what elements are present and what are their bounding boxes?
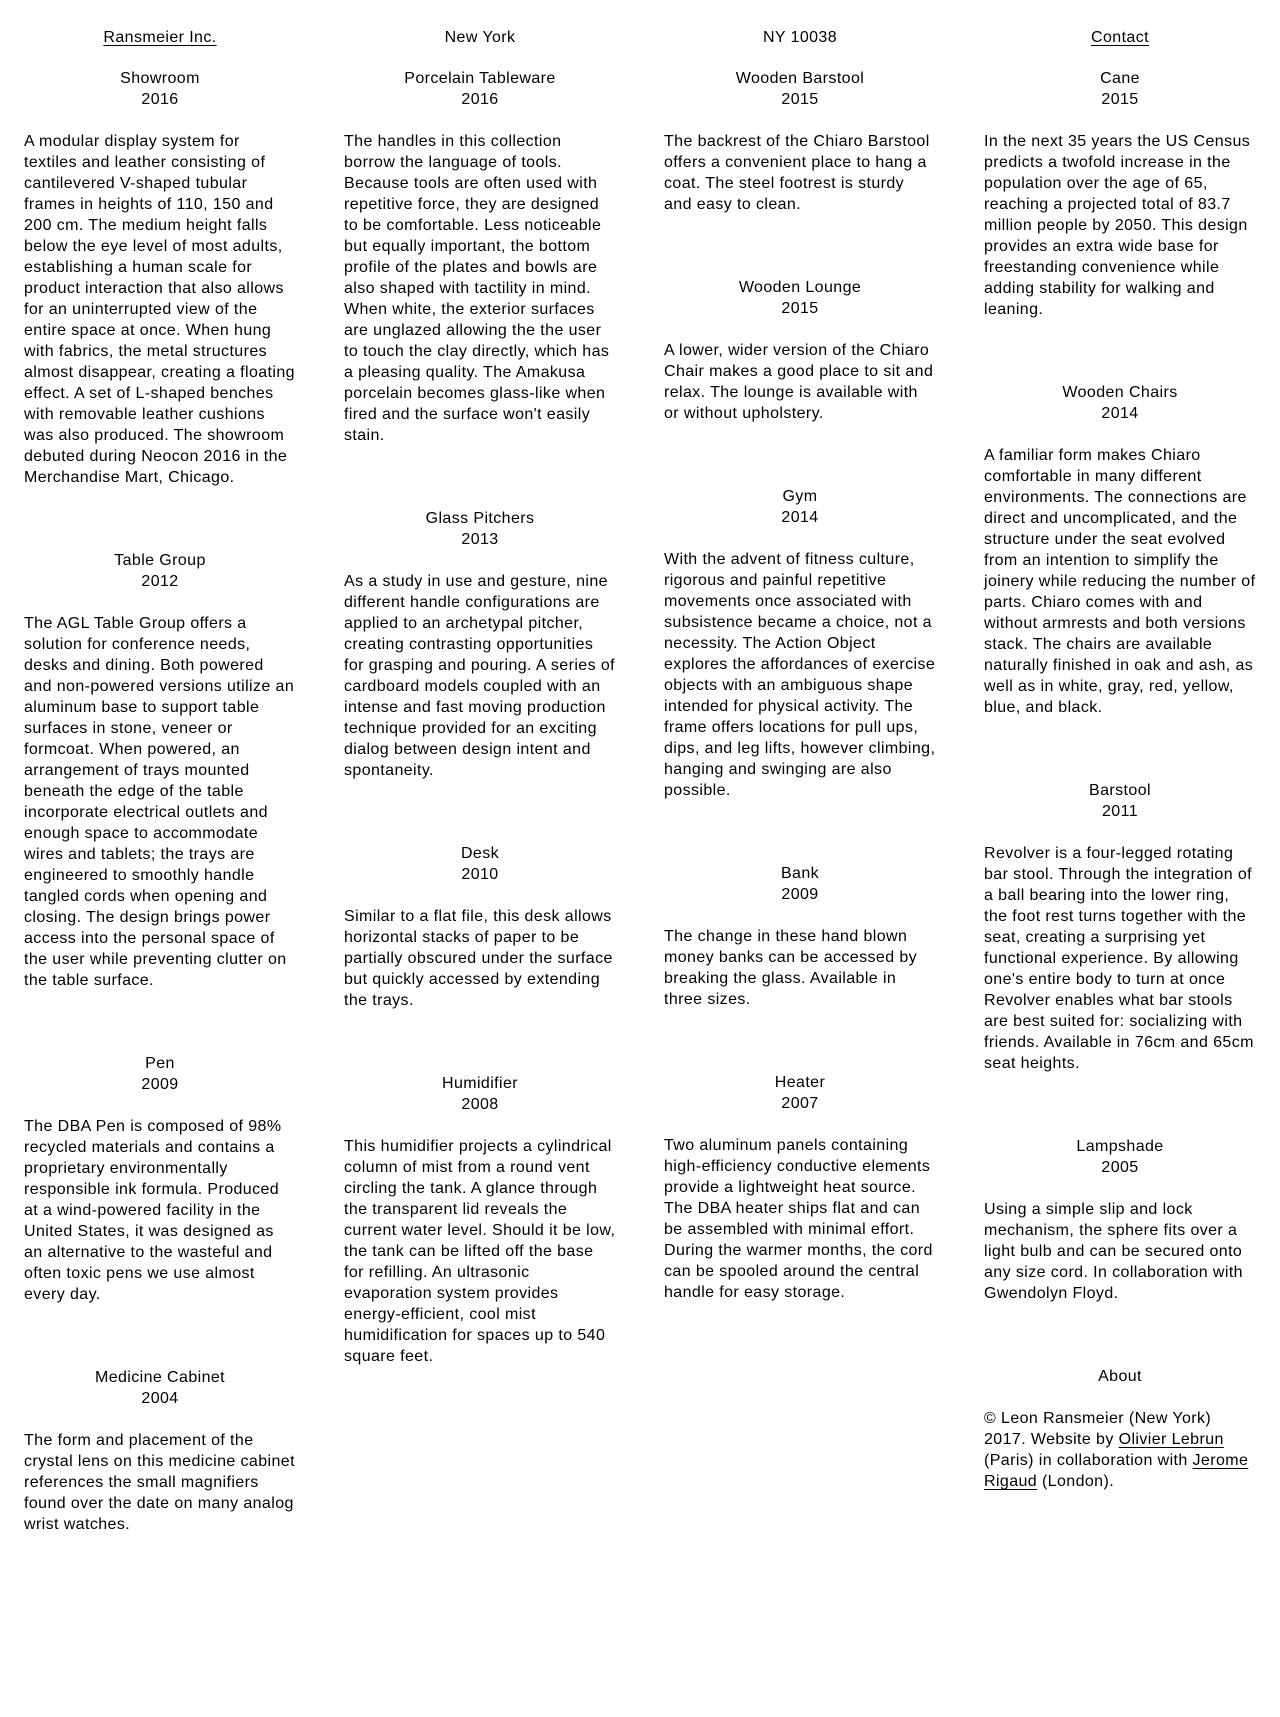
- project-title-pen[interactable]: [24, 1053, 296, 1095]
- about-text-part: (London).: [1037, 1473, 1115, 1490]
- project-description: A familiar form makes Chiaro comfortable in many different environments. The connections are direct and uncomplicated, and the structure under the seat evolved from an intention to simplify the joinery while reducing the number of parts. Chiaro comes with and without armrests and both versions stack. The chairs are available naturally finished in oak and ash, as well as in white, gray, red, yellow, blue, and black.: [984, 447, 1256, 716]
- about-heading[interactable]: About: [1098, 1368, 1142, 1385]
- project-description: Two aluminum panels containing high-efficiency conductive elements provide a lightweight heat source. The DBA heater ships flat and can be assembled with minimal effort. During the warmer months, the cord can be spooled around the central handle for easy storage.: [664, 1137, 933, 1301]
- column-3: [640, 68, 960, 1597]
- project-title-wooden-barstool[interactable]: [664, 68, 936, 110]
- project-title-label: Wooden Barstool: [735, 70, 865, 87]
- project-entry-wooden-barstool: [664, 68, 936, 215]
- project-year-label: 2009: [781, 886, 819, 903]
- project-description: This humidifier projects a cylindrical column of mist from a round vent circling the tank. A glance through the transparent lid reveals the current water level. Should it be low, the tank can be lifted off the base for refilling. An ultrasonic evaporation system provides energy-efficient, cool mist humidification for spaces up to 540 square feet.: [344, 1138, 616, 1365]
- project-title-label: Porcelain Tableware: [404, 70, 556, 87]
- project-year-label: 2016: [141, 91, 179, 108]
- project-title-wooden-lounge[interactable]: [664, 277, 936, 319]
- project-title-wooden-chairs[interactable]: [984, 382, 1256, 424]
- project-year-label: 2008: [461, 1096, 499, 1113]
- project-entry-glass-pitchers: [344, 508, 616, 781]
- project-title-lampshade[interactable]: [984, 1136, 1256, 1178]
- project-title-label: Bank: [780, 865, 820, 882]
- olivier-lebrun-link[interactable]: Olivier Lebrun: [1118, 1431, 1224, 1448]
- project-description: The form and placement of the crystal lens on this medicine cabinet references the small magnifiers found over the date on many analog wrist watches.: [24, 1432, 295, 1533]
- header-cell-city: [320, 27, 640, 48]
- project-entry-wooden-chairs: [984, 382, 1256, 718]
- project-title-heater[interactable]: [664, 1072, 936, 1114]
- project-year-label: 2005: [1101, 1159, 1139, 1176]
- project-year-label: 2007: [781, 1095, 819, 1112]
- header-city-label: New York: [444, 29, 516, 46]
- project-entry-medicine-cabinet: [24, 1367, 296, 1535]
- project-title-bank[interactable]: [664, 863, 936, 905]
- column-2: [320, 68, 640, 1597]
- project-year-label: 2015: [781, 91, 819, 108]
- project-title-label: Desk: [460, 845, 500, 862]
- header-cell-contact: [960, 27, 1280, 48]
- about-text-part: (Paris) in collaboration with: [984, 1452, 1193, 1469]
- project-description: The backrest of the Chiaro Barstool offers a convenient place to hang a coat. The steel footrest is sturdy and easy to clean.: [664, 133, 930, 213]
- project-title-humidifier[interactable]: [344, 1073, 616, 1115]
- project-entry-wooden-lounge: [664, 277, 936, 424]
- project-title-label: Table Group: [114, 552, 206, 569]
- project-entry-pen: [24, 1053, 296, 1305]
- project-title-label: Wooden Chairs: [1062, 384, 1178, 401]
- project-title-gym[interactable]: [664, 486, 936, 528]
- project-title-table-group[interactable]: [24, 550, 296, 592]
- project-year-label: 2013: [461, 531, 499, 548]
- project-description: Using a simple slip and lock mechanism, the sphere fits over a light bulb and can be secured onto any size cord. In collaboration with Gwendolyn Floyd.: [984, 1201, 1243, 1302]
- project-year-label: 2010: [461, 866, 499, 883]
- about-section: [984, 1366, 1256, 1492]
- project-description: With the advent of fitness culture, rigorous and painful repetitive movements once associated with subsistence became a choice, not a necessity. The Action Object explores the affordances of exercise objects with an ambiguous shape intended for physical activity. The frame offers locations for pull ups, dips, and leg lifts, however climbing, hanging and swinging are also possible.: [664, 551, 936, 799]
- project-title-label: Heater: [774, 1074, 826, 1091]
- project-entry-gym: [664, 486, 936, 801]
- project-title-barstool[interactable]: [984, 780, 1256, 822]
- project-title-label: Lampshade: [1076, 1138, 1164, 1155]
- project-description: Similar to a flat file, this desk allows horizontal stacks of paper to be partially obscured under the surface but quickly accessed by extending the trays.: [344, 908, 613, 1009]
- project-title-desk[interactable]: [344, 843, 616, 885]
- project-description: A modular display system for textiles and leather consisting of cantilevered V-shaped tubular frames in heights of 110, 150 and 200 cm. The medium height falls below the eye level of most adults, establishing a human scale for product interaction that also allows for an uninterrupted view of the entire space at once. When hung with fabrics, the metal structures almost disappear, creating a floating effect. A set of L-shaped benches with removable leather cushions was also produced. The showroom debuted during Neocon 2016 in the Merchandise Mart, Chicago.: [24, 133, 295, 486]
- project-columns: [0, 68, 1280, 1597]
- project-entry-humidifier: [344, 1073, 616, 1367]
- jerome-rigaud-link[interactable]: Jerome Rigaud: [984, 1452, 1249, 1490]
- project-entry-porcelain-tableware: [344, 68, 616, 446]
- project-description: The handles in this collection borrow the language of tools. Because tools are often used with repetitive force, they are designed to be comfortable. Less noticeable but equally important, the bottom profile of the plates and bowls are also shaped with tactility in mind. When white, the exterior surfaces are unglazed allowing the the user to touch the clay directly, which has a pleasing quality. The Amakusa porcelain becomes glass-like when fired and the surface won't easily stain.: [344, 133, 610, 444]
- column-4: [960, 68, 1280, 1597]
- project-entry-heater: [664, 1072, 936, 1303]
- project-entry-cane: [984, 68, 1256, 320]
- project-entry-barstool: [984, 780, 1256, 1074]
- project-title-label: Gym: [782, 488, 818, 505]
- project-description: As a study in use and gesture, nine different handle configurations are applied to an archetypal pitcher, creating contrasting opportunities for grasping and pouring. A series of cardboard models coupled with an intense and fast moving production technique provided for an exciting dialog between design intent and spontaneity.: [344, 573, 615, 779]
- project-title-label: Medicine Cabinet: [94, 1369, 226, 1386]
- contact-link[interactable]: Contact: [1091, 29, 1149, 46]
- column-1: [0, 68, 320, 1597]
- project-year-label: 2015: [781, 300, 819, 317]
- project-title-label: Wooden Lounge: [738, 279, 862, 296]
- project-description: The change in these hand blown money banks can be accessed by breaking the glass. Available in three sizes.: [664, 928, 918, 1008]
- project-year-label: 2015: [1101, 91, 1139, 108]
- project-description: Revolver is a four-legged rotating bar stool. Through the integration of a ball bearing into the lower ring, the foot rest turns together with the seat, creating a surprising yet functional experience. By allowing one's entire body to turn at once Revolver enables what bar stools are best suited for: socializing with friends. Available in 76cm and 65cm seat heights.: [984, 845, 1254, 1072]
- project-description: In the next 35 years the US Census predicts a twofold increase in the population over the age of 65, reaching a projected total of 83.7 million people by 2050. This design provides an extra wide base for freestanding convenience while adding stability for walking and leaning.: [984, 133, 1251, 318]
- project-title-medicine-cabinet[interactable]: [24, 1367, 296, 1409]
- about-text: [984, 1408, 1256, 1492]
- brand-link[interactable]: Ransmeier Inc.: [103, 29, 217, 46]
- project-title-label: Glass Pitchers: [425, 510, 535, 527]
- about-text-part: © Leon Ransmeier (New York) 2017. Website by: [984, 1410, 1212, 1448]
- project-year-label: 2012: [141, 573, 179, 590]
- project-title-showroom[interactable]: [24, 68, 296, 110]
- project-year-label: 2014: [781, 509, 819, 526]
- project-entry-table-group: [24, 550, 296, 991]
- project-entry-lampshade: [984, 1136, 1256, 1304]
- project-title-label: Showroom: [120, 70, 200, 87]
- project-title-glass-pitchers[interactable]: [344, 508, 616, 550]
- project-title-label: Barstool: [1089, 782, 1151, 799]
- project-description: A lower, wider version of the Chiaro Chair makes a good place to sit and relax. The lounge is available with or without upholstery.: [664, 342, 934, 422]
- project-year-label: 2004: [141, 1390, 179, 1407]
- header-zip-label: NY 10038: [762, 29, 838, 46]
- project-entry-desk: [344, 843, 616, 1011]
- project-title-porcelain-tableware[interactable]: [344, 68, 616, 110]
- project-description: The DBA Pen is composed of 98% recycled materials and contains a proprietary environmentally responsible ink formula. Produced at a wind-powered facility in the United States, it was designed as an alternative to the wasteful and often toxic pens we use almost every day.: [24, 1118, 282, 1303]
- project-title-cane[interactable]: [984, 68, 1256, 110]
- project-title-label: Humidifier: [441, 1075, 518, 1092]
- project-year-label: 2011: [1101, 803, 1138, 820]
- project-entry-bank: [664, 863, 936, 1010]
- project-year-label: 2014: [1101, 405, 1139, 422]
- project-year-label: 2016: [461, 91, 499, 108]
- project-description: The AGL Table Group offers a solution for conference needs, desks and dining. Both powered and non-powered versions utilize an aluminum base to support table surfaces in stone, veneer or formcoat. When powered, an arrangement of trays mounted beneath the edge of the table incorporate electrical outlets and enough space to accommodate wires and tablets; the trays are engineered to smoothly handle tangled cords when opening and closing. The design brings power access into the personal space of the user while preventing clutter on the table surface.: [24, 615, 295, 989]
- site-header: [0, 27, 1280, 48]
- project-entry-showroom: [24, 68, 296, 488]
- project-year-label: 2009: [141, 1076, 179, 1093]
- header-cell-zip: [640, 27, 960, 48]
- header-cell-brand: [0, 27, 320, 48]
- project-title-label: Cane: [1100, 70, 1140, 87]
- project-title-label: Pen: [145, 1055, 175, 1072]
